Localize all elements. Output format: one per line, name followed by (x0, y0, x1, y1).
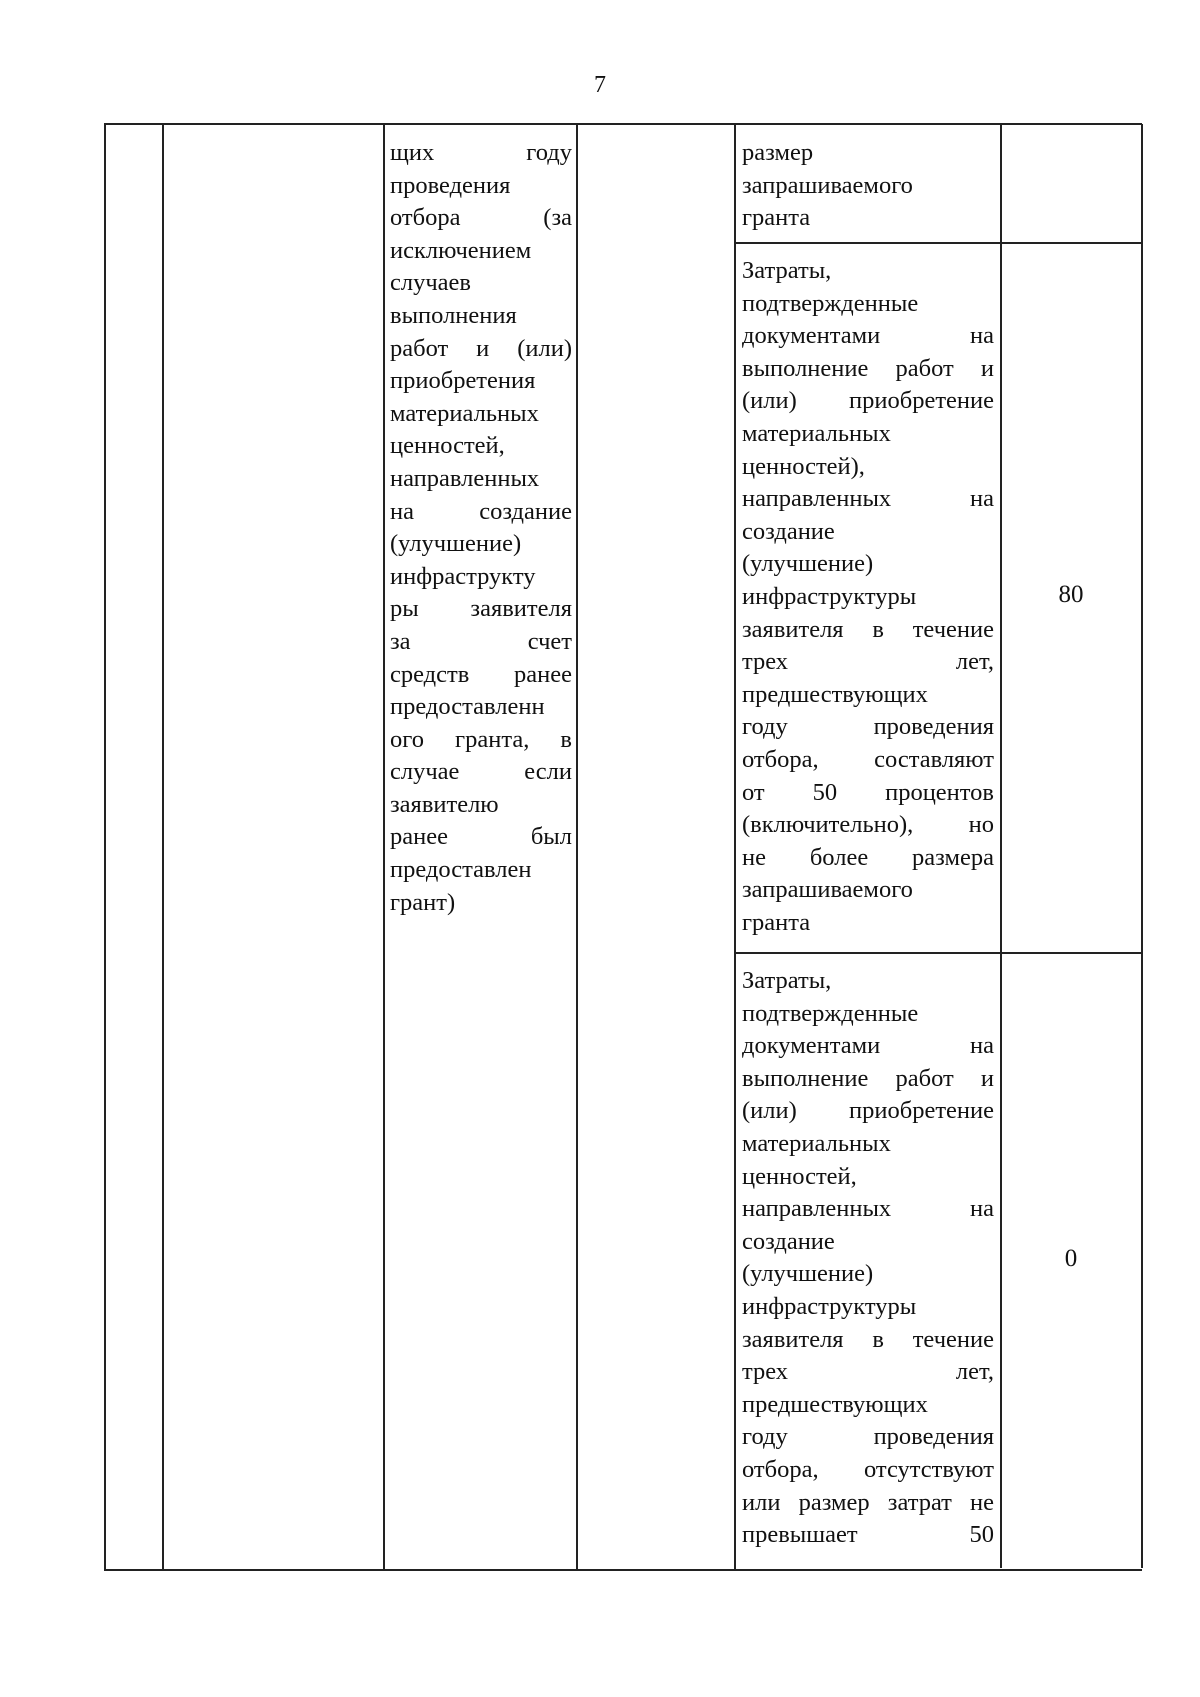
criterion-line: превышает 50 (742, 1521, 994, 1549)
table-column-divider-5 (1000, 124, 1002, 1568)
criterion-line: году проведения (742, 1423, 994, 1451)
criterion-line: отбора, отсутствуют (742, 1455, 994, 1483)
criterion-line: (улучшение) (742, 1260, 874, 1288)
criterion-line: (или) приобретение (742, 387, 994, 415)
condition-line: отбора (за (390, 204, 572, 232)
criterion-line: ценностей), (742, 452, 865, 480)
table-border-top (104, 123, 1142, 125)
condition-line: случаев (390, 269, 471, 297)
condition-line: грант) (390, 888, 456, 916)
condition-line: ого гранта, в (390, 725, 572, 753)
criterion-cell-text-row-3 (742, 965, 994, 1552)
score-row-2: 80 (1058, 581, 1084, 608)
criterion-line: гранта (742, 908, 811, 936)
criterion-line: выполнение работ и (742, 1064, 994, 1092)
condition-line: ранее был (390, 823, 572, 851)
condition-line: выполнения (390, 301, 517, 329)
criterion-line: запрашиваемого (742, 171, 913, 199)
condition-line: заявителю (390, 790, 499, 818)
criterion-line: подтвержденные (742, 999, 919, 1027)
criterion-line: документами на (742, 322, 994, 350)
condition-line: приобретения (390, 367, 536, 395)
criterion-line: материальных (742, 1129, 891, 1157)
criterion-line: подтвержденные (742, 289, 919, 317)
criterion-line: запрашиваемого (742, 876, 913, 904)
row-divider-2 (734, 952, 1142, 954)
table-column-divider-1 (162, 124, 164, 1570)
criterion-line: предшествующих (742, 1390, 928, 1418)
score-row-3: 0 (1064, 1245, 1078, 1272)
condition-line: проведения (390, 171, 511, 199)
criterion-line: (улучшение) (742, 550, 874, 578)
criterion-line: Затраты, (742, 257, 832, 284)
criterion-line: заявителя в течение (742, 1325, 994, 1353)
criterion-line: инфраструктуры (742, 1292, 917, 1320)
condition-line: материальных (390, 399, 539, 427)
criterion-cell-text-row-1 (742, 137, 994, 235)
table-column-divider-4 (734, 124, 736, 1570)
criterion-line: трех лет, (742, 1358, 994, 1386)
criterion-line: не более размера (742, 843, 994, 871)
criterion-line: материальных (742, 419, 891, 447)
criterion-line: году проведения (742, 713, 994, 741)
criterion-line: (или) приобретение (742, 1097, 994, 1125)
criterion-cell-text-row-2 (742, 255, 994, 939)
criterion-line: предшествующих (742, 680, 928, 708)
condition-line: за счет (390, 627, 572, 655)
criterion-line: или размер затрат не (742, 1488, 994, 1516)
page-number: 7 (594, 72, 606, 98)
table-border-right (1141, 124, 1143, 1568)
row-divider-1 (734, 242, 1142, 244)
condition-line: ры заявителя (390, 595, 572, 623)
criterion-line: заявителя в течение (742, 615, 994, 643)
condition-line: на создание (390, 497, 572, 525)
condition-line: исключением (390, 236, 532, 264)
criterion-line: отбора, составляют (742, 745, 994, 773)
criterion-line: от 50 процентов (742, 778, 994, 806)
table-column-divider-2 (383, 124, 385, 1570)
criterion-line: ценностей, (742, 1162, 857, 1190)
criterion-line: трех лет, (742, 648, 994, 676)
condition-line: (улучшение) (390, 530, 522, 558)
criterion-line: гранта (742, 204, 811, 232)
table-border-left (104, 124, 106, 1570)
criterion-line: документами на (742, 1032, 994, 1060)
criterion-line: создание (742, 517, 835, 545)
condition-line: направленных (390, 464, 540, 492)
criterion-line: Затраты, (742, 967, 832, 994)
condition-line: предоставленн (390, 693, 545, 721)
condition-line: инфраструкту (390, 562, 536, 590)
condition-cell-text (390, 137, 572, 919)
condition-line: щих году (390, 139, 572, 166)
condition-line: ценностей, (390, 432, 505, 460)
criterion-line: выполнение работ и (742, 354, 994, 382)
condition-line: случае если (390, 758, 572, 786)
condition-line: предоставлен (390, 856, 532, 884)
criterion-line: инфраструктуры (742, 582, 917, 610)
criterion-line: создание (742, 1227, 835, 1255)
criterion-line: (включительно), но (742, 811, 994, 839)
criterion-line: размер (742, 139, 814, 166)
table-column-divider-3 (576, 124, 578, 1570)
criterion-line: направленных на (742, 485, 994, 513)
criterion-line: направленных на (742, 1195, 994, 1223)
condition-line: средств ранее (390, 660, 572, 688)
condition-line: работ и (или) (390, 334, 572, 362)
table-border-bottom (104, 1569, 1142, 1571)
